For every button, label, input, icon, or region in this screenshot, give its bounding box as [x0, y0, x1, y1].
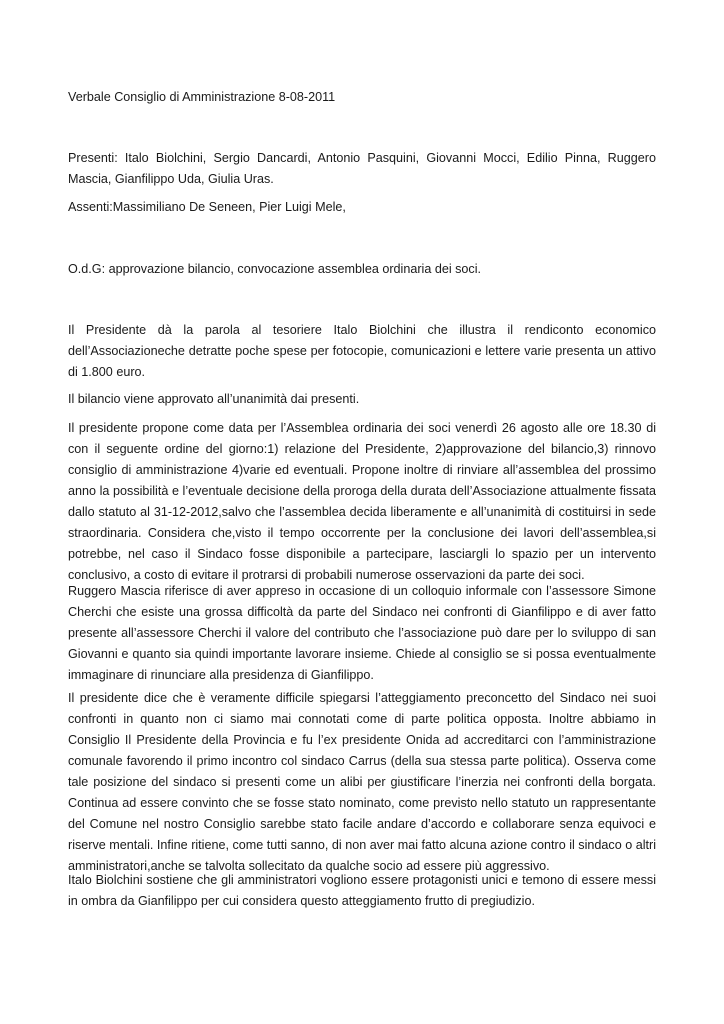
paragraph-mascia-report: Ruggero Mascia riferisce di aver appreso in occasione di un colloquio informale con l’assessore Simone Cherchi che esiste una grossa difficoltà da parte del Sindaco nei confronti di Gianfilippo e di aver fatto presente all’assessore Cherchi il valore del contributo che l’associazione può dare per lo sviluppo di san Giovanni e quanto sia quindi importante lavorare insieme. Chiede al consiglio se si possa eventualmente immaginare di rinunciare alla presidenza di Gianfilippo.	[68, 584, 656, 682]
paragraph-president-reply: Il presidente dice che è veramente difficile spiegarsi l’atteggiamento preconcetto del Sindaco nei suoi confronti in quanto non ci siamo mai connotati come di parte politica opposta. Inoltre abbiamo in Consiglio Il Presidente della Provincia e fu l’ex presidente Onida ad accreditarci con l’amministrazione comunale favorendo il primo incontro col sindaco Carrus (della sua stessa parte politica). Osserva come tale posizione del sindaco si presenti come un alibi per giustificare l’inerzia nei confronti della borgata. Continua ad essere convinto che se fosse stato nominato, come previsto nello statuto un rappresentante del Comune nel nostro Consiglio sarebbe stato facile andare d’accordo e collaborare senza equivoci e riserve mentali. Infine ritiene, come tutti sanno, di non aver mai fatto alcuna azione contro il sindaco o altri amministratori,anche se talvolta sollecitato da qualche socio ad essere più aggressivo.	[68, 691, 657, 873]
attendees-absent: Assenti:Massimiliano De Seneen, Pier Luigi Mele,	[68, 200, 346, 214]
paragraph-budget-approved: Il bilancio viene approvato all’unanimità dai presenti.	[68, 392, 360, 406]
paragraph-biolchini-comment: Italo Biolchini sostiene che gli amministratori vogliono essere protagonisti unici e temono di essere messi in ombra da Gianfilippo per cui considera questo atteggiamento frutto di pregiudizio.	[68, 873, 656, 908]
document-page	[68, 0, 656, 1024]
document-title: Verbale Consiglio di Amministrazione 8-08-2011	[68, 90, 336, 104]
attendees-present: Presenti: Italo Biolchini, Sergio Dancardi, Antonio Pasquini, Giovanni Mocci, Edilio Pinna, Ruggero Mascia, Gianfilippo Uda, Giulia Uras.	[68, 151, 656, 186]
paragraph-assembly-proposal: Il presidente propone come data per l’Assemblea ordinaria dei soci venerdì 26 agosto alle ore 18.30 di con il seguente ordine del giorno:1) relazione del Presidente, 2)approvazione del bilancio,3) rinnovo consiglio di amministrazione 4)varie ed eventuali. Propone inoltre di rinviare all’assemblea del prossimo anno la possibilità e l’eventuale decisione della proroga della durata dell’Associazione attualmente fissata dallo statuto al 31-12-2012,salvo che l’assemblea decida liberamente e all’unanimità di costituirsi in sede straordinaria. Considera che,visto il tempo occorrente per la conclusione dei lavori dell’assemblea,si potrebbe, nel caso il Sindaco fosse disponibile a partecipare, lasciargli lo spazio per un intervento conclusivo, a costo di evitare il protrarsi di probabili numerose osservazioni da parte dei soci.	[68, 421, 656, 582]
agenda: O.d.G: approvazione bilancio, convocazione assemblea ordinaria dei soci.	[68, 262, 482, 276]
paragraph-budget-report: Il Presidente dà la parola al tesoriere Italo Biolchini che illustra il rendiconto economico dell’Associazioneche detratte poche spese per fotocopie, comunicazioni e lettere varie presenta un attivo di 1.800 euro.	[68, 323, 656, 379]
